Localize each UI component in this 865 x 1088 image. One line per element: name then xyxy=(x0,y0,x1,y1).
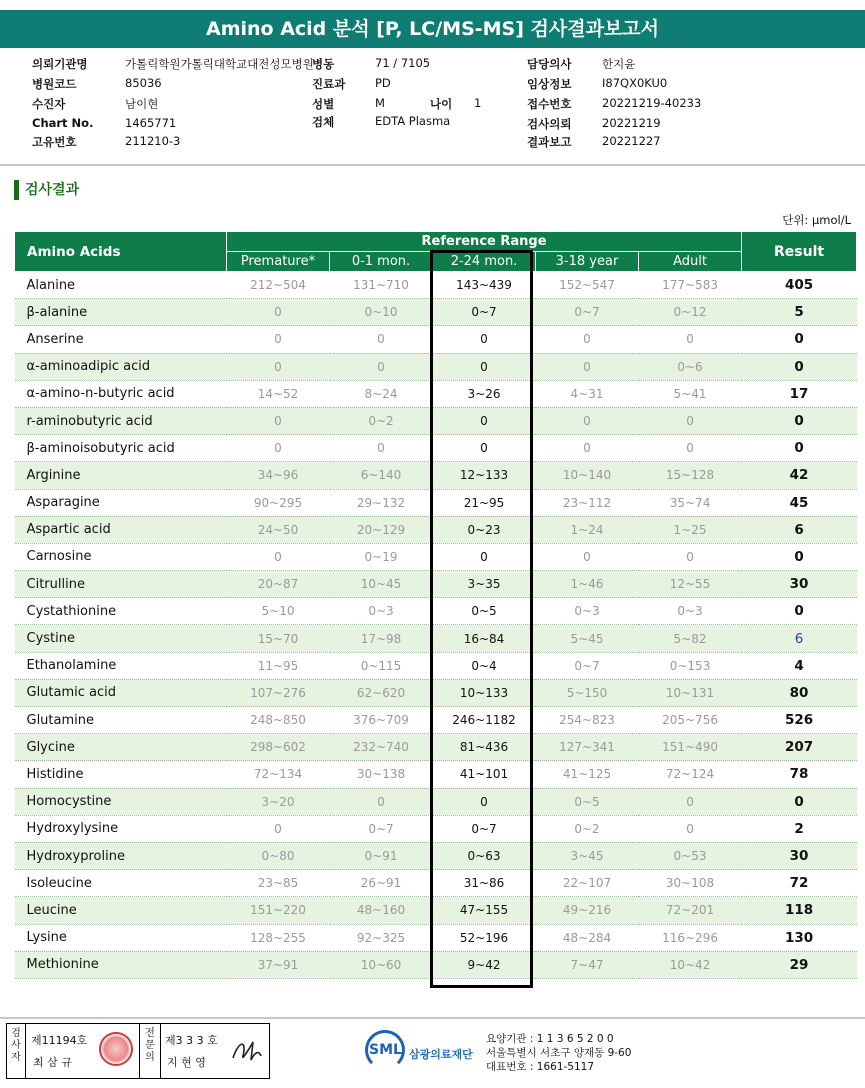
reference-range-cell: 7~47 xyxy=(536,951,639,978)
reference-range-cell: 127~341 xyxy=(536,734,639,761)
reference-range-cell: 30~108 xyxy=(639,870,742,897)
reference-range-cell: 29~132 xyxy=(330,489,433,516)
ref-col-header: Adult xyxy=(639,252,742,272)
amino-acid-name: Glycine xyxy=(15,734,227,761)
signer2-role: 전문의 xyxy=(145,1028,155,1063)
reference-range-cell: 1~46 xyxy=(536,571,639,598)
hospital-value: 가톨릭학원가톨릭대학교대전성모병원 xyxy=(125,57,314,71)
reference-range-cell: 5~150 xyxy=(536,679,639,706)
table-row xyxy=(15,462,857,489)
result-value: 42 xyxy=(742,462,857,489)
reference-range-cell: 0~5 xyxy=(433,598,536,625)
reference-range-cell: 0 xyxy=(433,788,536,815)
reference-range-cell: 90~295 xyxy=(227,489,330,516)
reference-range-cell: 0 xyxy=(227,407,330,434)
reference-range-cell: 0~7 xyxy=(433,299,536,326)
reference-range-cell: 10~140 xyxy=(536,462,639,489)
reference-range-cell: 0~80 xyxy=(227,842,330,869)
table-row xyxy=(15,870,857,897)
reference-range-cell: 15~70 xyxy=(227,625,330,652)
hospital-code-label: 병원코드 xyxy=(32,77,77,91)
chart-no-value: 1465771 xyxy=(125,116,177,130)
table-row xyxy=(15,435,857,462)
amino-acid-name: α-aminoadipic acid xyxy=(15,353,227,380)
result-value: 45 xyxy=(742,489,857,516)
reference-range-cell: 0~7 xyxy=(433,815,536,842)
reference-range-cell: 254~823 xyxy=(536,707,639,734)
reference-range-cell: 48~284 xyxy=(536,924,639,951)
reference-range-cell: 5~10 xyxy=(227,598,330,625)
signer1-role: 검사자 xyxy=(11,1028,21,1063)
reference-range-cell: 0 xyxy=(227,435,330,462)
reference-range-cell: 0~23 xyxy=(433,516,536,543)
reference-range-cell: 0 xyxy=(536,353,639,380)
reference-range-cell: 0~4 xyxy=(433,652,536,679)
reference-range-cell: 151~220 xyxy=(227,897,330,924)
reference-range-cell: 72~124 xyxy=(639,761,742,788)
table-row xyxy=(15,407,857,434)
reference-range-cell: 0~7 xyxy=(536,652,639,679)
reference-range-cell: 0~12 xyxy=(639,299,742,326)
result-value: 78 xyxy=(742,761,857,788)
reference-range-cell: 41~101 xyxy=(433,761,536,788)
reference-range-cell: 24~50 xyxy=(227,516,330,543)
reference-range-cell: 0 xyxy=(639,435,742,462)
reference-range-cell: 0~3 xyxy=(536,598,639,625)
ward-label: 병동 xyxy=(312,57,335,71)
clinical-info-value: I87QX0KU0 xyxy=(602,76,668,90)
reference-range-cell: 30~138 xyxy=(330,761,433,788)
signature-mark xyxy=(229,1036,263,1066)
sex-label: 성별 xyxy=(312,97,335,111)
sex-value: M xyxy=(375,96,385,110)
signer1-name: 최 삼 규 xyxy=(33,1056,72,1069)
clinical-info-label: 임상정보 xyxy=(527,77,572,91)
table-row xyxy=(15,571,857,598)
reference-range-cell: 107~276 xyxy=(227,679,330,706)
reference-range-cell: 0 xyxy=(639,815,742,842)
reference-range-cell: 0 xyxy=(330,788,433,815)
reference-range-cell: 116~296 xyxy=(639,924,742,951)
result-value: 526 xyxy=(742,707,857,734)
result-value: 0 xyxy=(742,407,857,434)
reference-range-cell: 0 xyxy=(330,326,433,353)
ref-col-header: 2-24 mon. xyxy=(433,252,536,272)
amino-acid-name: r-aminobutyric acid xyxy=(15,407,227,434)
amino-acid-name: Methionine xyxy=(15,951,227,978)
result-value: 29 xyxy=(742,951,857,978)
reference-range-cell: 14~52 xyxy=(227,380,330,407)
reference-range-cell: 128~255 xyxy=(227,924,330,951)
reference-range-cell: 0~6 xyxy=(639,353,742,380)
table-row xyxy=(15,543,857,570)
hospital-code-value: 85036 xyxy=(125,76,162,90)
table-row xyxy=(15,951,857,978)
reference-range-cell: 212~504 xyxy=(227,272,330,299)
amino-acid-name: β-aminoisobutyric acid xyxy=(15,435,227,462)
reference-range-cell: 47~155 xyxy=(433,897,536,924)
reference-range-cell: 37~91 xyxy=(227,951,330,978)
reference-range-cell: 205~756 xyxy=(639,707,742,734)
reference-range-cell: 0~2 xyxy=(330,407,433,434)
result-header: Result xyxy=(742,232,857,272)
result-value: 0 xyxy=(742,543,857,570)
seal-stamp xyxy=(99,1032,133,1066)
request-date-label: 검사의뢰 xyxy=(527,117,572,131)
patient-value: 남이현 xyxy=(125,97,159,111)
reference-range-cell: 8~24 xyxy=(330,380,433,407)
reference-range-cell: 177~583 xyxy=(639,272,742,299)
result-value: 0 xyxy=(742,435,857,462)
reference-range-cell: 232~740 xyxy=(330,734,433,761)
reference-range-cell: 0 xyxy=(536,407,639,434)
reference-range-cell: 0 xyxy=(227,299,330,326)
result-value: 405 xyxy=(742,272,857,299)
reference-range-cell: 0~3 xyxy=(330,598,433,625)
reference-range-cell: 0~7 xyxy=(330,815,433,842)
reference-range-cell: 35~74 xyxy=(639,489,742,516)
reference-range-cell: 0~53 xyxy=(639,842,742,869)
result-value: 6 xyxy=(742,625,857,652)
results-table xyxy=(14,231,857,979)
table-row xyxy=(15,489,857,516)
unique-no-label: 고유번호 xyxy=(32,135,77,149)
result-value: 17 xyxy=(742,380,857,407)
amino-acid-name: Glutamic acid xyxy=(15,679,227,706)
reference-range-cell: 52~196 xyxy=(433,924,536,951)
reference-range-cell: 152~547 xyxy=(536,272,639,299)
reference-range-cell: 1~24 xyxy=(536,516,639,543)
ref-col-header: Premature* xyxy=(227,252,330,272)
table-row xyxy=(15,299,857,326)
reference-range-cell: 72~201 xyxy=(639,897,742,924)
reference-range-cell: 0 xyxy=(330,435,433,462)
reference-range-cell: 10~60 xyxy=(330,951,433,978)
reference-range-cell: 5~82 xyxy=(639,625,742,652)
amino-acid-name: Citrulline xyxy=(15,571,227,598)
department-value: PD xyxy=(375,76,391,90)
reference-range-cell: 10~133 xyxy=(433,679,536,706)
table-row xyxy=(15,652,857,679)
reference-range-cell: 10~45 xyxy=(330,571,433,598)
header-divider xyxy=(0,164,865,166)
reference-range-cell: 0 xyxy=(433,407,536,434)
reference-range-header: Reference Range xyxy=(227,232,742,252)
reference-range-cell: 17~98 xyxy=(330,625,433,652)
reference-range-cell: 0 xyxy=(433,435,536,462)
reference-range-cell: 0~19 xyxy=(330,543,433,570)
table-row xyxy=(15,707,857,734)
reference-range-cell: 0 xyxy=(433,543,536,570)
footer-divider xyxy=(0,1017,865,1019)
table-row xyxy=(15,598,857,625)
patient-label: 수진자 xyxy=(32,97,66,111)
reference-range-cell: 143~439 xyxy=(433,272,536,299)
receipt-no-label: 접수번호 xyxy=(527,97,572,111)
table-row xyxy=(15,516,857,543)
org-code: 요양기관 : 1 1 3 6 5 2 0 0 xyxy=(486,1033,614,1045)
reference-range-cell: 0 xyxy=(227,815,330,842)
reference-range-cell: 11~95 xyxy=(227,652,330,679)
reference-range-cell: 10~42 xyxy=(639,951,742,978)
org-name: 삼광의료재단 xyxy=(409,1048,473,1061)
result-value: 30 xyxy=(742,571,857,598)
amino-acid-name: α-amino-n-butyric acid xyxy=(15,380,227,407)
amino-acid-name: Arginine xyxy=(15,462,227,489)
amino-acid-name: Aspartic acid xyxy=(15,516,227,543)
ward-value: 71 / 7105 xyxy=(375,56,431,70)
result-value: 0 xyxy=(742,598,857,625)
section-title: 검사결과 xyxy=(14,180,79,200)
reference-range-cell: 0~63 xyxy=(433,842,536,869)
reference-range-cell: 3~26 xyxy=(433,380,536,407)
table-row xyxy=(15,326,857,353)
reference-range-cell: 81~436 xyxy=(433,734,536,761)
hospital-label: 의뢰기관명 xyxy=(32,57,88,71)
reference-range-cell: 41~125 xyxy=(536,761,639,788)
reference-range-cell: 131~710 xyxy=(330,272,433,299)
report-date-value: 20221227 xyxy=(602,134,661,148)
reference-range-cell: 10~131 xyxy=(639,679,742,706)
reference-range-cell: 0~91 xyxy=(330,842,433,869)
reference-range-cell: 49~216 xyxy=(536,897,639,924)
signer2-license: 제3 3 3 호 xyxy=(165,1034,218,1047)
ref-col-header: 3-18 year xyxy=(536,252,639,272)
report-date-label: 결과보고 xyxy=(527,135,572,149)
receipt-no-value: 20221219-40233 xyxy=(602,96,702,110)
reference-range-cell: 0 xyxy=(227,326,330,353)
amino-acid-name: Glutamine xyxy=(15,707,227,734)
reference-range-cell: 298~602 xyxy=(227,734,330,761)
reference-range-cell: 23~112 xyxy=(536,489,639,516)
amino-acid-name: Alanine xyxy=(15,272,227,299)
reference-range-cell: 3~45 xyxy=(536,842,639,869)
reference-range-cell: 20~87 xyxy=(227,571,330,598)
result-value: 0 xyxy=(742,326,857,353)
ref-col-header: 0-1 mon. xyxy=(330,252,433,272)
logo-text: SML xyxy=(369,1042,402,1058)
reference-range-cell: 0 xyxy=(433,353,536,380)
amino-acid-name: Anserine xyxy=(15,326,227,353)
reference-range-cell: 0~115 xyxy=(330,652,433,679)
reference-range-cell: 16~84 xyxy=(433,625,536,652)
reference-range-cell: 3~35 xyxy=(433,571,536,598)
result-value: 80 xyxy=(742,679,857,706)
reference-range-cell: 0~10 xyxy=(330,299,433,326)
doctor-label: 담당의사 xyxy=(527,57,572,71)
chart-no-label: Chart No. xyxy=(32,116,94,130)
amino-acid-name: Cystine xyxy=(15,625,227,652)
reference-range-cell: 26~91 xyxy=(330,870,433,897)
table-row xyxy=(15,788,857,815)
reference-range-cell: 0 xyxy=(433,326,536,353)
reference-range-cell: 248~850 xyxy=(227,707,330,734)
signer1-license: 제11194호 xyxy=(31,1034,88,1047)
reference-range-cell: 0 xyxy=(639,407,742,434)
reference-range-cell: 0 xyxy=(536,543,639,570)
reference-range-cell: 0 xyxy=(639,543,742,570)
reference-range-cell: 21~95 xyxy=(433,489,536,516)
reference-range-cell: 0~2 xyxy=(536,815,639,842)
patient-header xyxy=(0,52,865,164)
table-row xyxy=(15,679,857,706)
amino-acid-name: Homocystine xyxy=(15,788,227,815)
results-body xyxy=(15,272,857,979)
reference-range-cell: 0~7 xyxy=(536,299,639,326)
table-row xyxy=(15,734,857,761)
result-value: 0 xyxy=(742,788,857,815)
table-row xyxy=(15,272,857,299)
reference-range-cell: 376~709 xyxy=(330,707,433,734)
amino-acid-name: Histidine xyxy=(15,761,227,788)
doctor-value: 한지윤 xyxy=(602,57,636,71)
reference-range-cell: 0 xyxy=(536,326,639,353)
result-value: 2 xyxy=(742,815,857,842)
amino-acid-name: Cystathionine xyxy=(15,598,227,625)
result-value: 130 xyxy=(742,924,857,951)
request-date-value: 20221219 xyxy=(602,116,661,130)
reference-range-cell: 22~107 xyxy=(536,870,639,897)
reference-range-cell: 0 xyxy=(227,543,330,570)
reference-range-cell: 12~133 xyxy=(433,462,536,489)
result-value: 207 xyxy=(742,734,857,761)
result-value: 30 xyxy=(742,842,857,869)
reference-range-cell: 0 xyxy=(227,353,330,380)
age-value: 1 xyxy=(474,96,482,110)
table-row xyxy=(15,761,857,788)
table-row xyxy=(15,380,857,407)
table-row xyxy=(15,842,857,869)
specimen-value: EDTA Plasma xyxy=(375,114,451,128)
table-row xyxy=(15,353,857,380)
specimen-label: 검체 xyxy=(312,115,335,129)
org-info xyxy=(486,1032,631,1074)
reference-range-cell: 62~620 xyxy=(330,679,433,706)
amino-acid-name: Lysine xyxy=(15,924,227,951)
result-value: 118 xyxy=(742,897,857,924)
reference-range-cell: 20~129 xyxy=(330,516,433,543)
table-row xyxy=(15,625,857,652)
reference-range-cell: 0~153 xyxy=(639,652,742,679)
signature-box xyxy=(6,1023,270,1079)
reference-range-cell: 9~42 xyxy=(433,951,536,978)
result-value: 5 xyxy=(742,299,857,326)
reference-range-cell: 5~41 xyxy=(639,380,742,407)
reference-range-cell: 6~140 xyxy=(330,462,433,489)
result-value: 72 xyxy=(742,870,857,897)
amino-acid-name: Ethanolamine xyxy=(15,652,227,679)
department-label: 진료과 xyxy=(312,77,346,91)
reference-range-cell: 5~45 xyxy=(536,625,639,652)
amino-acid-name: Isoleucine xyxy=(15,870,227,897)
reference-range-cell: 0 xyxy=(639,788,742,815)
reference-range-cell: 3~20 xyxy=(227,788,330,815)
reference-range-cell: 0~3 xyxy=(639,598,742,625)
reference-range-cell: 0~5 xyxy=(536,788,639,815)
result-value: 6 xyxy=(742,516,857,543)
amino-acid-name: Leucine xyxy=(15,897,227,924)
signer2-name: 지 현 영 xyxy=(167,1056,206,1069)
reference-range-cell: 4~31 xyxy=(536,380,639,407)
reference-range-cell: 1~25 xyxy=(639,516,742,543)
org-phone: 대표번호 : 1661-5117 xyxy=(486,1061,595,1073)
table-row xyxy=(15,815,857,842)
reference-range-cell: 15~128 xyxy=(639,462,742,489)
reference-range-cell: 246~1182 xyxy=(433,707,536,734)
unique-no-value: 211210-3 xyxy=(125,134,181,148)
reference-range-cell: 48~160 xyxy=(330,897,433,924)
reference-range-cell: 151~490 xyxy=(639,734,742,761)
amino-acids-header: Amino Acids xyxy=(15,232,227,272)
reference-range-cell: 0 xyxy=(639,326,742,353)
report-title: Amino Acid 분석 [P, LC/MS-MS] 검사결과보고서 xyxy=(0,10,865,48)
result-value: 0 xyxy=(742,353,857,380)
reference-range-cell: 72~134 xyxy=(227,761,330,788)
amino-acid-name: Hydroxyproline xyxy=(15,842,227,869)
reference-range-cell: 0 xyxy=(536,435,639,462)
table-row xyxy=(15,924,857,951)
reference-range-cell: 0 xyxy=(330,353,433,380)
reference-range-cell: 23~85 xyxy=(227,870,330,897)
amino-acid-name: Asparagine xyxy=(15,489,227,516)
reference-range-cell: 34~96 xyxy=(227,462,330,489)
amino-acid-name: Hydroxylysine xyxy=(15,815,227,842)
age-label: 나이 xyxy=(430,97,453,111)
reference-range-cell: 31~86 xyxy=(433,870,536,897)
result-value: 4 xyxy=(742,652,857,679)
reference-range-cell: 12~55 xyxy=(639,571,742,598)
amino-acid-name: Carnosine xyxy=(15,543,227,570)
table-row xyxy=(15,897,857,924)
amino-acid-name: β-alanine xyxy=(15,299,227,326)
reference-range-cell: 92~325 xyxy=(330,924,433,951)
unit-label: 단위: μmol/L xyxy=(782,213,851,227)
org-address: 서울특별시 서초구 양재동 9-60 xyxy=(486,1047,632,1059)
